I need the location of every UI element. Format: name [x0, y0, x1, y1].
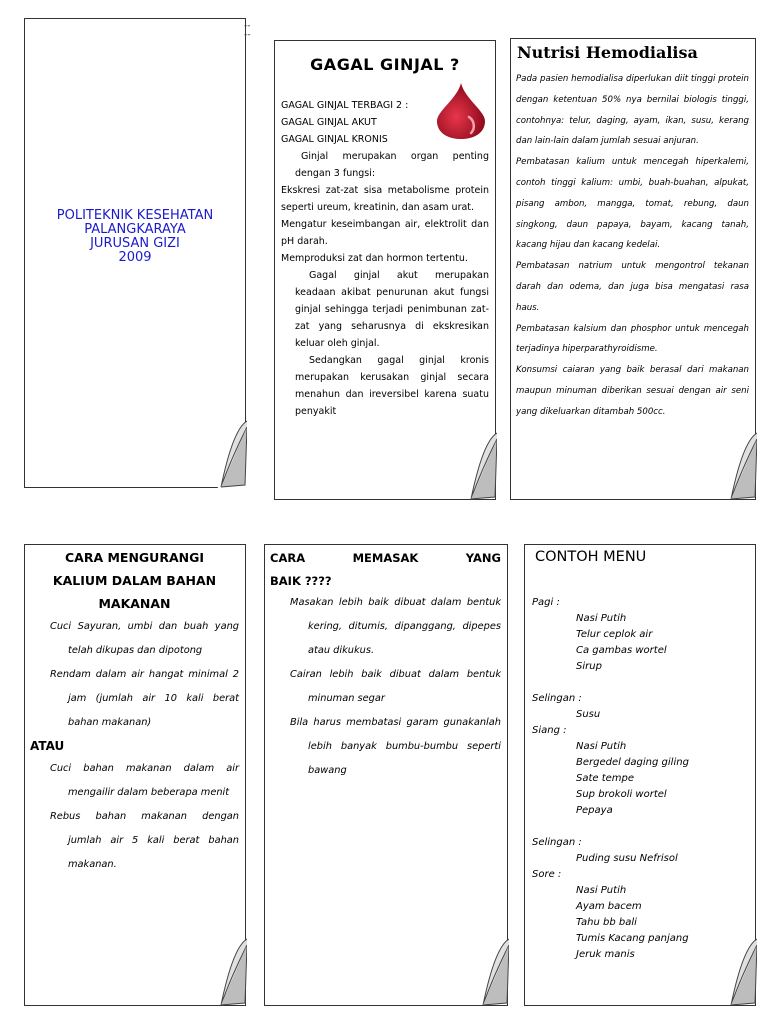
cara-memasak-body: [270, 545, 501, 783]
menu-item: Ca gambas wortel: [576, 645, 667, 656]
list-item: Masakan lebih baik dibuat dalam bentuk kering, ditumis, dipanggang, dipepes atau dikukus.: [290, 597, 501, 656]
menu-item: Tahu bb bali: [576, 917, 637, 928]
page-curl-icon: [727, 431, 757, 501]
menu-item: Sirup: [576, 661, 602, 672]
gg-fungsi-2: Mengatur keseimbangan air, elektrolit dan pH darah.: [281, 219, 489, 247]
cover-line-3: JURUSAN GIZI: [90, 236, 180, 251]
contoh-menu-panel: [524, 544, 756, 1006]
cover-line-2: PALANGKARAYA: [84, 222, 186, 237]
contoh-menu-title: CONTOH MENU: [535, 549, 647, 565]
list-item: Bila harus membatasi garam gunakanlah lebih banyak bumbu-bumbu seperti bawang: [290, 717, 501, 776]
menu-item: Pepaya: [576, 805, 613, 816]
gg-fungsi-1: Ekskresi zat-zat sisa metabolisme protein seperti ureum, kreatinin, dan asam urat.: [281, 185, 489, 213]
menu-item: Ayam bacem: [576, 901, 642, 912]
gg-line-1: GAGAL GINJAL TERBAGI 2 :: [281, 100, 409, 111]
nutrisi-body: [516, 69, 749, 423]
menu-item: Nasi Putih: [576, 885, 627, 896]
menu-item: Telur ceplok air: [576, 629, 653, 640]
list-item: Cairan lebih baik dibuat dalam bentuk minuman segar: [290, 669, 501, 704]
page-curl-icon: [727, 937, 757, 1007]
page-curl-icon: [467, 431, 497, 501]
gagal-ginjal-panel: [274, 40, 496, 500]
cover-title: [25, 209, 245, 265]
menu-item: Bergedel daging giling: [576, 757, 689, 768]
gg-kronis: Sedangkan gagal ginjal kronis merupakan kerusakan ginjal secara menahun dan ireversibel karena suatu penyakit: [295, 355, 489, 417]
page-curl-icon: [217, 937, 247, 1007]
menu-item: Sate tempe: [576, 773, 635, 784]
menu-item: Jeruk manis: [576, 949, 635, 960]
gg-fungsi-3: Memproduksi zat dan hormon tertentu.: [281, 253, 468, 264]
page-curl-icon: [479, 937, 509, 1007]
cover-line-1: POLITEKNIK KESEHATAN: [56, 208, 214, 223]
title-line: MAKANAN: [98, 596, 171, 611]
nutrisi-paragraph: Pada pasien hemodialisa diperlukan diit tinggi protein dengan ketentuan 50% nya bernilai biologis tinggi, contohnya: telur, daging, ayam, ikan, susu, kerang dan lain-lain dalam jumlah sesuai anjuran.: [516, 74, 749, 147]
nutrisi-panel: [510, 38, 756, 500]
nutrisi-paragraph: Pembatasan natrium untuk mengontrol tekanan darah dan odema, dan juga bisa mengatasi rasa haus.: [516, 261, 749, 313]
gg-line-3: GAGAL GINJAL KRONIS: [281, 134, 388, 145]
menu-item: Nasi Putih: [576, 741, 627, 752]
nutrisi-paragraph: Konsumsi caiaran yang baik berasal dari makanan maupun minuman diberikan sesuai dengan air seni yang dikeluarkan ditambah 500cc.: [516, 365, 749, 417]
nutrisi-paragraph: Pembatasan kalsium dan phosphor untuk mencegah terjadinya hiperparathyroidisme.: [516, 323, 749, 355]
menu-label-selingan: Selingan :: [532, 837, 582, 848]
list-item: Rendam dalam air hangat minimal 2 jam (jumlah air 10 kali berat bahan makanan): [50, 669, 239, 728]
mengurangi-kalium-body: [30, 545, 239, 877]
list-item: Cuci bahan makanan dalam air mengailir dalam beberapa menit: [50, 763, 239, 798]
title-line: CARA MENGURANGI: [64, 550, 205, 565]
gg-intro: Ginjal merupakan organ penting dengan 3 fungsi:: [295, 151, 489, 179]
menu-item: Susu: [576, 709, 601, 720]
menu-label-siang: Siang :: [532, 725, 567, 736]
menu-item: Sup brokoli wortel: [576, 789, 667, 800]
nutrisi-title: Nutrisi Hemodialisa: [517, 43, 698, 62]
page-curl-icon: [217, 419, 247, 489]
menu-label-pagi: Pagi :: [532, 597, 560, 608]
gg-line-2: GAGAL GINJAL AKUT: [281, 117, 377, 128]
dash-marks: -- --: [244, 21, 251, 40]
gagal-ginjal-body: [281, 97, 489, 420]
cover-line-4: 2009: [118, 250, 152, 265]
menu-list: [532, 595, 689, 963]
cover-panel: [24, 18, 246, 488]
cara-memasak-panel: [264, 544, 508, 1006]
mengurangi-kalium-panel: [24, 544, 246, 1006]
title-line: KALIUM DALAM BAHAN: [52, 573, 217, 588]
mengurangi-kalium-title: [30, 546, 239, 615]
atau-label: ATAU: [30, 739, 65, 753]
menu-item: Nasi Putih: [576, 613, 627, 624]
cara-memasak-title-1: CARA MEMASAK YANG: [270, 551, 501, 565]
menu-item: Tumis Kacang panjang: [576, 933, 689, 944]
list-item: Rebus bahan makanan dengan jumlah air 5 kali berat bahan makanan.: [50, 811, 239, 870]
menu-item: Puding susu Nefrisol: [576, 853, 678, 864]
nutrisi-paragraph: Pembatasan kalium untuk mencegah hiperkalemi, contoh tinggi kalium: umbi, buah-buahan, alpukat, pisang ambon, mangga, tomat, rebung, daun singkong, daun papaya, bayam, kacang tanah, kacang hijau dan kacang kedelai.: [516, 157, 749, 251]
menu-label-sore: Sore :: [532, 869, 562, 880]
list-item: Cuci Sayuran, umbi dan buah yang telah dikupas dan dipotong: [50, 621, 239, 656]
gg-akut: Gagal ginjal akut merupakan keadaan akibat penurunan akut fungsi ginjal sehingga terjadi penimbunan zat-zat yang seharusnya di ekskresikan keluar oleh ginjal.: [295, 270, 489, 349]
menu-label-selingan: Selingan :: [532, 693, 582, 704]
gagal-ginjal-title: GAGAL GINJAL ?: [310, 55, 460, 74]
cara-memasak-title-2: BAIK ????: [270, 574, 332, 588]
